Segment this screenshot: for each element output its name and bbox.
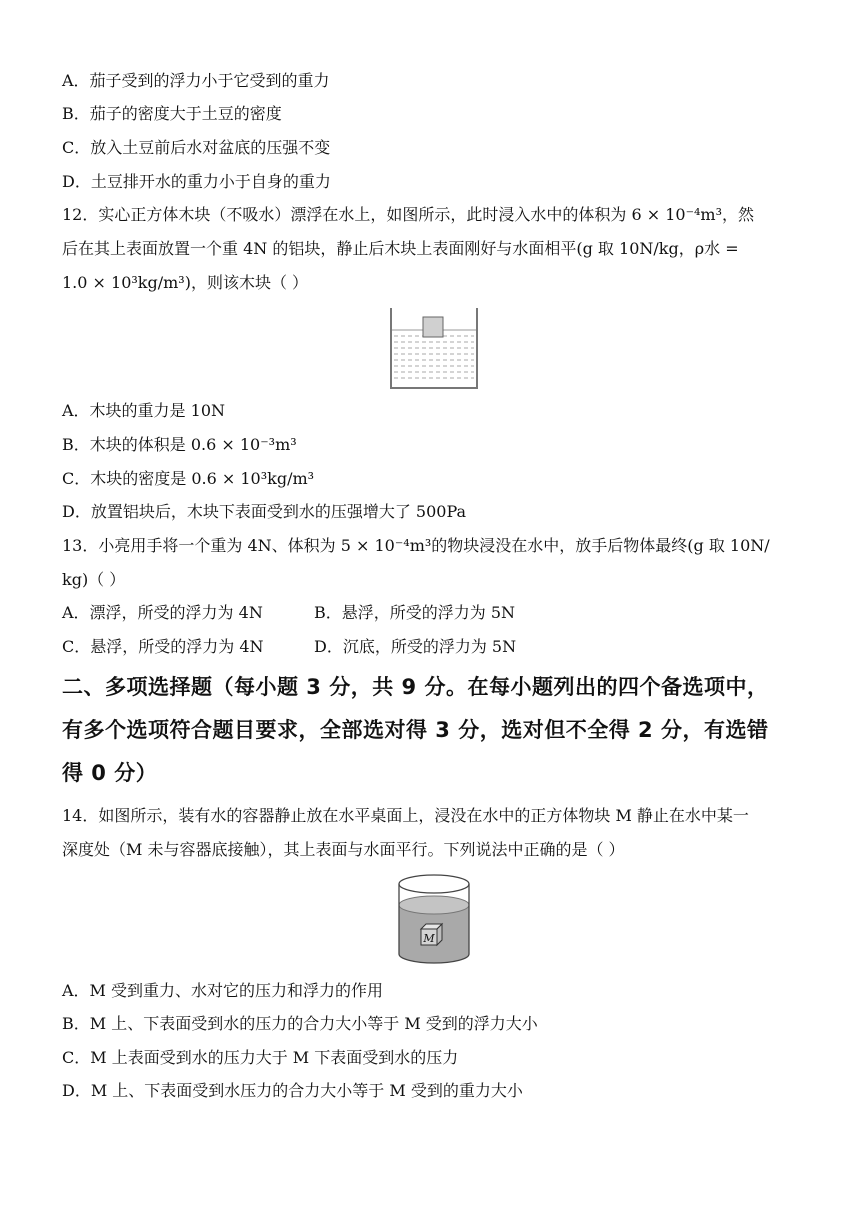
q13-option-a: A．漂浮，所受的浮力为 4N (62, 603, 263, 622)
q14-cube-m (421, 924, 442, 945)
q14-stem-line-1: 14．如图所示，装有水的容器静止放在水平桌面上，浸没在水中的正方体物块 M 静止在水中某一 (62, 806, 749, 825)
q13-option-b: B．悬浮，所受的浮力为 5N (314, 603, 516, 622)
q12-option-c: C．木块的密度是 0.6 × 10³kg/m³ (62, 469, 315, 488)
section-heading-line-3: 得 0 分） (62, 761, 158, 785)
q12-stem-line-3: 1.0 × 10³kg/m³)，则该木块（ ） (62, 273, 309, 292)
q14-cube-label: M (423, 932, 435, 945)
q11-option-b: B．茄子的密度大于土豆的密度 (62, 104, 282, 123)
q14-option-c: C．M 上表面受到水的压力大于 M 下表面受到水的压力 (62, 1048, 459, 1067)
q12-option-d: D．放置铝块后，木块下表面受到水的压强增大了 500Pa (62, 502, 467, 521)
section-heading-line-2: 有多个选项符合题目要求，全部选对得 3 分，选对但不全得 2 分，有选错 (62, 718, 769, 742)
q12-figure-container-with-floating-block (388, 306, 480, 390)
q14-figure-beaker-with-cube (397, 872, 471, 966)
q14-option-a: A．M 受到重力、水对它的压力和浮力的作用 (62, 981, 384, 1000)
q13-stem-line-2: kg)（ ） (62, 570, 126, 589)
q13-stem-line-1: 13．小亮用手将一个重为 4N、体积为 5 × 10⁻⁴m³的物块浸没在水中，放手后物体最终(g 取 10N/ (62, 536, 770, 555)
q11-option-a: A．茄子受到的浮力小于它受到的重力 (62, 71, 330, 90)
q12-option-a: A．木块的重力是 10N (62, 401, 226, 420)
q12-option-b: B．木块的体积是 0.6 × 10⁻³m³ (62, 435, 297, 454)
q13-option-d: D．沉底，所受的浮力为 5N (314, 637, 517, 656)
section-heading-line-1: 二、多项选择题（每小题 3 分，共 9 分。在每小题列出的四个备选项中， (62, 675, 769, 699)
q14-option-b: B．M 上、下表面受到水的压力的合力大小等于 M 受到的浮力大小 (62, 1014, 538, 1033)
q12-stem-line-1: 12．实心正方体木块（不吸水）漂浮在水上，如图所示，此时浸入水中的体积为 6 × 10⁻⁴m³，然 (62, 205, 755, 224)
q11-option-d: D．土豆排开水的重力小于自身的重力 (62, 172, 331, 191)
q14-option-d: D．M 上、下表面受到水压力的合力大小等于 M 受到的重力大小 (62, 1081, 523, 1100)
q12-wood-block (423, 317, 443, 337)
q13-option-c: C．悬浮，所受的浮力为 4N (62, 637, 264, 656)
q11-option-c: C．放入土豆前后水对盆底的压强不变 (62, 138, 331, 157)
q12-stem-line-2: 后在其上表面放置一个重 4N 的铝块，静止后木块上表面刚好与水面相平(g 取 10N/kg，ρ水 = (62, 239, 739, 258)
q14-stem-line-2: 深度处（M 未与容器底接触），其上表面与水面平行。下列说法中正确的是（ ） (62, 840, 625, 859)
